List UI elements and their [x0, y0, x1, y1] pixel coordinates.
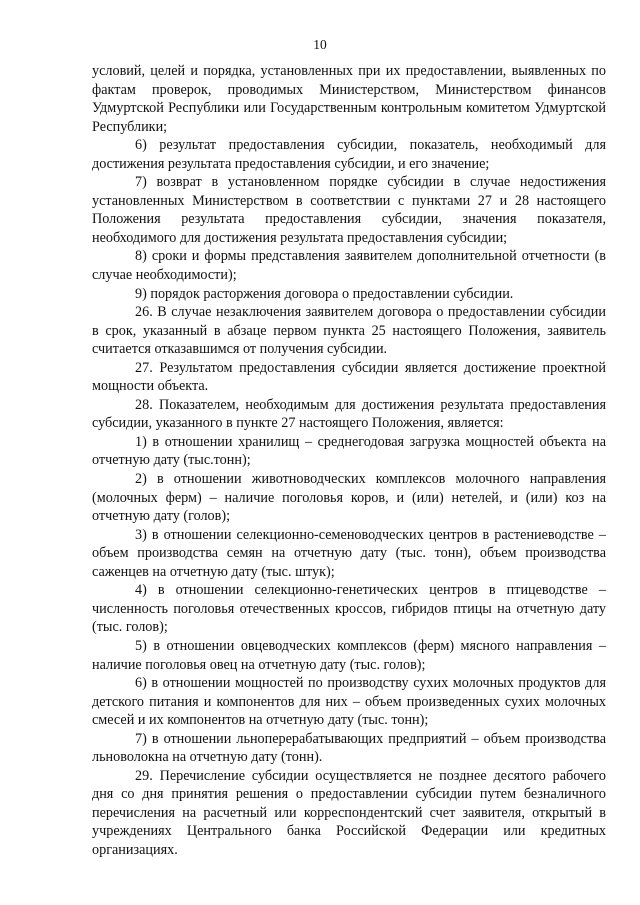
paragraph-clause-28: 28. Показателем, необходимым для достижения результата предоставления субсидии, указанного в пункте 27 настоящего Положения, является: [92, 396, 606, 432]
paragraph-item-6: 6) результат предоставления субсидии, показатель, необходимый для достижения результата предоставления субсидии, и его значение; [92, 137, 606, 172]
paragraph-item-8: 8) сроки и формы представления заявителем дополнительной отчетности (в случае необходимости); [92, 248, 606, 284]
paragraph-indicator-1: 1) в отношении хранилищ – среднегодовая загрузка мощностей объекта на отчетную дату (тыс.тонн); [92, 433, 606, 469]
paragraph-indicator-2: 2) в отношении животноводческих комплексов молочного направления (молочных ферм) – наличие поголовья коров, и (или) нетелей, и (или) коз на отчетную дату (голов); [92, 471, 606, 525]
paragraph-indicator-5: 5) в отношении овцеводческих комплексов (ферм) мясного направления – наличие поголовья овец на отчетную дату (тыс. голов); [92, 637, 606, 673]
paragraph-indicator-3: 3) в отношении селекционно-семеноводческих центров в растениеводстве – объем производства семян на отчетную дату (тыс. тонн), объем производства саженцев на отчетную дату (тыс. штук); [92, 526, 606, 580]
paragraph-item-9: 9) порядок расторжения договора о предоставлении субсидии. [135, 285, 514, 302]
paragraph-indicator-6: 6) в отношении мощностей по производству сухих молочных продуктов для детского питания и компонентов для них – объем произведенных сухих молочных смесей и их компонентов на отчетную дату (тыс. тонн); [92, 675, 606, 729]
paragraph-item-7: 7) возврат в установленном порядке субсидии в случае недостижения установленных Министерством в соответствии с пунктами 27 и 28 настоящего Положения результата предоставления субсидии, значения показателя, необходимого для достижения результата предоставления субсидии; [92, 174, 606, 246]
paragraph-continuation: условий, целей и порядка, установленных при их предоставлении, выявленных по фактам проверок, проводимых Министерством, Министерством финансов Удмуртской Республики или Государственным контрольным комитетом Удмуртской Республики; [92, 63, 606, 135]
paragraph-clause-26: 26. В случае незаключения заявителем договора о предоставлении субсидии в срок, указанный в абзаце первом пункта 25 настоящего Положения, заявитель считается отказавшимся от получения субсидии. [92, 304, 606, 358]
paragraph-indicator-4: 4) в отношении селекционно-генетических центров в птицеводстве – численность поголовья отечественных кроссов, гибридов птицы на отчетную дату (тыс. голов); [92, 582, 606, 636]
page-number: 10 [313, 37, 327, 52]
paragraph-indicator-7: 7) в отношении льноперерабатывающих предприятий – объем производства льноволокна на отчетную дату (тонн). [92, 730, 606, 766]
document-body [92, 62, 606, 860]
paragraph-clause-27: 27. Результатом предоставления субсидии является достижение проектной мощности объекта. [92, 359, 606, 395]
paragraph-clause-29: 29. Перечисление субсидии осуществляется не позднее десятого рабочего дня со дня принятия решения о предоставлении субсидии путем безналичного перечисления на расчетный или корреспондентский счет заявителя, открытый в учреждениях Центрального банка Российской Федерации или кредитных организациях. [92, 767, 606, 858]
